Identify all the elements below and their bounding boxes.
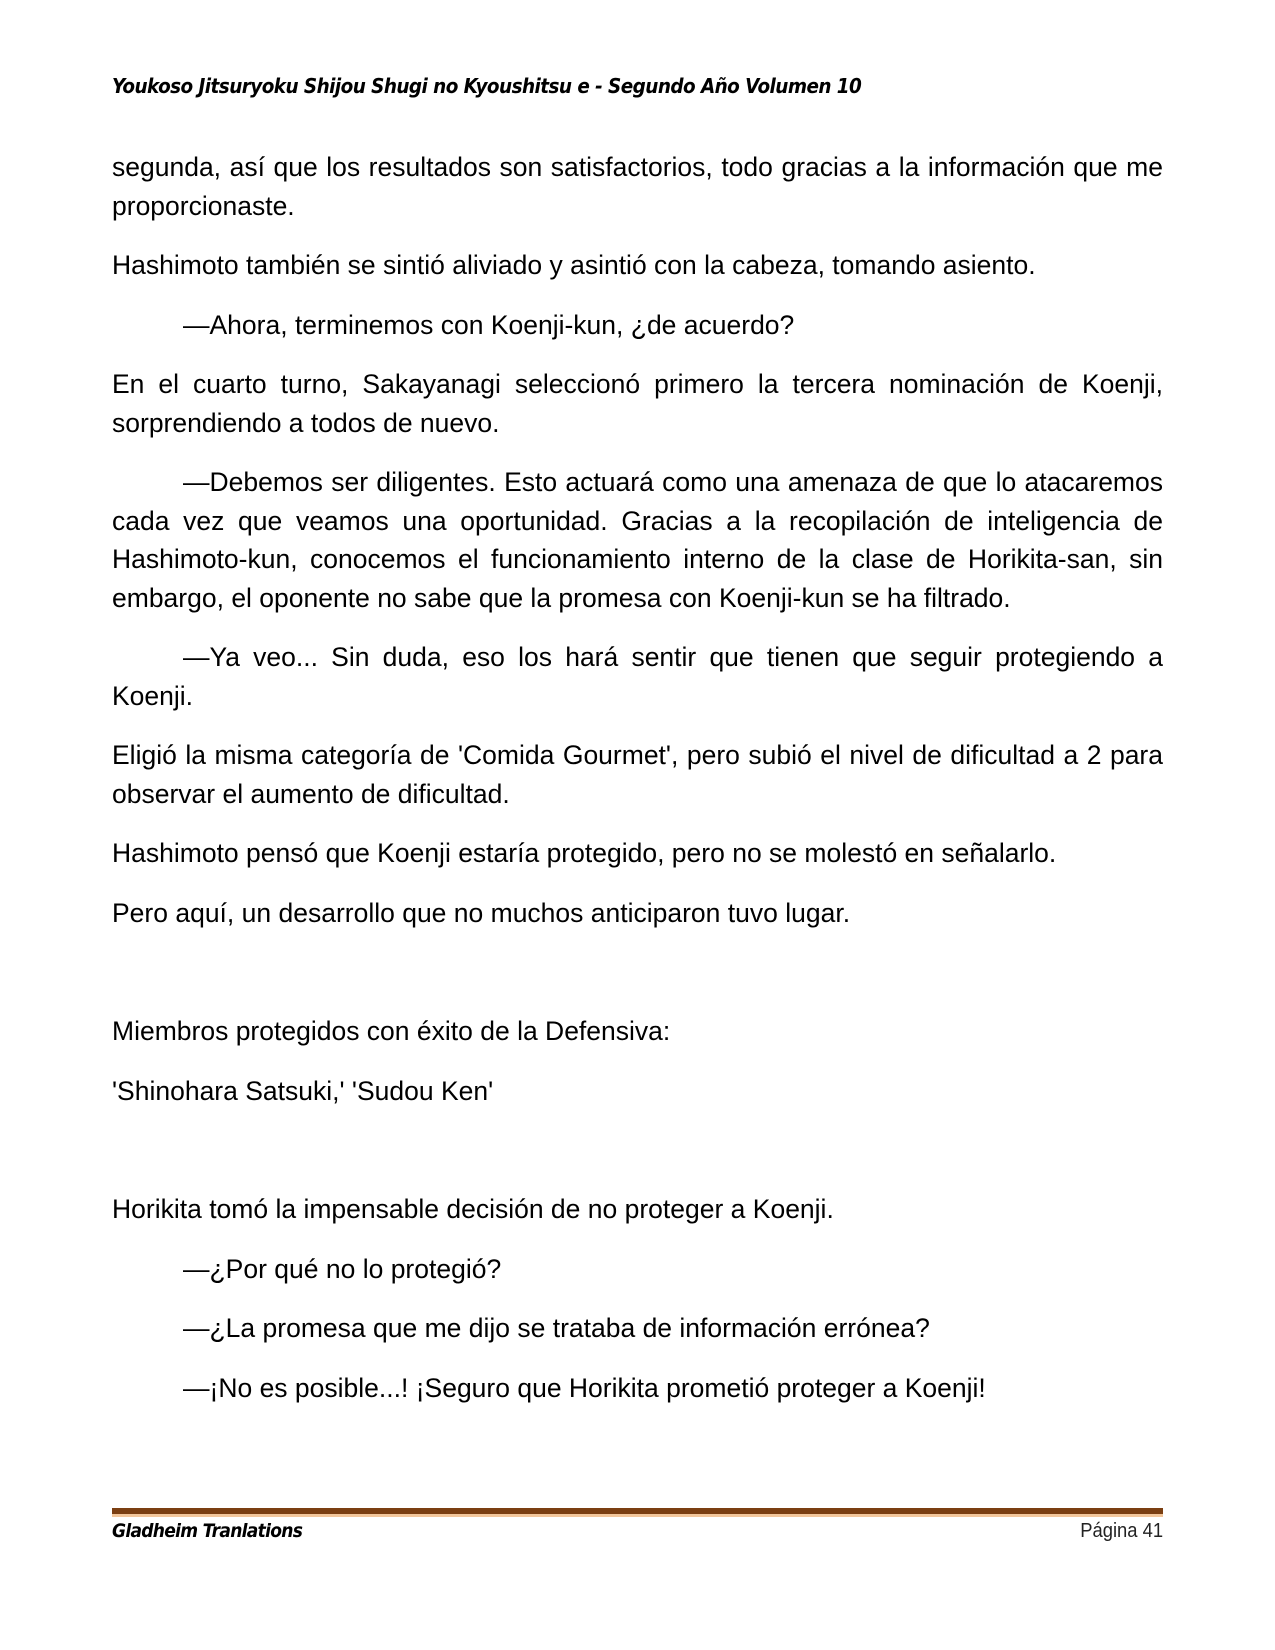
dialogue-paragraph: —¿La promesa que me dijo se trataba de información errónea?: [183, 1313, 930, 1343]
paragraph: Horikita tomó la impensable decisión de no proteger a Koenji.: [112, 1194, 834, 1224]
dialogue-paragraph: —Ya veo... Sin duda, eso los hará sentir que tienen que seguir protegiendo a Koenji.: [112, 642, 1163, 711]
blank-line: [112, 953, 1163, 1012]
results-heading: Miembros protegidos con éxito de la Defensiva:: [112, 1016, 671, 1046]
dialogue-paragraph: —Debemos ser diligentes. Esto actuará como una amenaza de que lo atacaremos cada vez que veamos una oportunidad. Gracias a la recopilación de inteligencia de Hashimoto-kun, conocemos el funcionamiento interno de la clase de Horikita-san, sin embargo, el oponente no sabe que la promesa con Koenji-kun se ha filtrado.: [112, 467, 1163, 613]
paragraph: segunda, así que los resultados son satisfactorios, todo gracias a la información que me proporcionaste.: [112, 152, 1163, 221]
protected-members-list: 'Shinohara Satsuki,' 'Sudou Ken': [112, 1075, 494, 1106]
page-number: Página 41: [1080, 1520, 1163, 1542]
dialogue-paragraph: —¿Por qué no lo protegió?: [183, 1253, 502, 1284]
paragraph: Hashimoto pensó que Koenji estaría protegido, pero no se molestó en señalarlo.: [112, 838, 1057, 868]
paragraph: En el cuarto turno, Sakayanagi seleccionó primero la tercera nominación de Koenji, sorprendiendo a todos de nuevo.: [112, 369, 1163, 438]
dialogue-paragraph: —Ahora, terminemos con Koenji-kun, ¿de acuerdo?: [183, 309, 795, 340]
footer-rule: [112, 1508, 1163, 1517]
dialogue-paragraph: —¡No es posible...! ¡Seguro que Horikita prometió proteger a Koenji!: [183, 1372, 986, 1403]
footer-credit: Gladheim Tranlations: [112, 1520, 303, 1542]
page-body: [112, 148, 1163, 1428]
running-header-title: Youkoso Jitsuryoku Shijou Shugi no Kyoushitsu e - Segundo Año Volumen 10: [112, 74, 862, 98]
blank-line: [112, 1131, 1163, 1190]
footer-rule-light-band: [112, 1514, 1163, 1517]
paragraph: Hashimoto también se sintió aliviado y asintió con la cabeza, tomando asiento.: [112, 250, 1036, 280]
paragraph: Eligió la misma categoría de 'Comida Gourmet', pero subió el nivel de dificultad a 2 para observar el aumento de dificultad.: [112, 740, 1163, 809]
paragraph: Pero aquí, un desarrollo que no muchos anticiparon tuvo lugar.: [112, 897, 851, 928]
